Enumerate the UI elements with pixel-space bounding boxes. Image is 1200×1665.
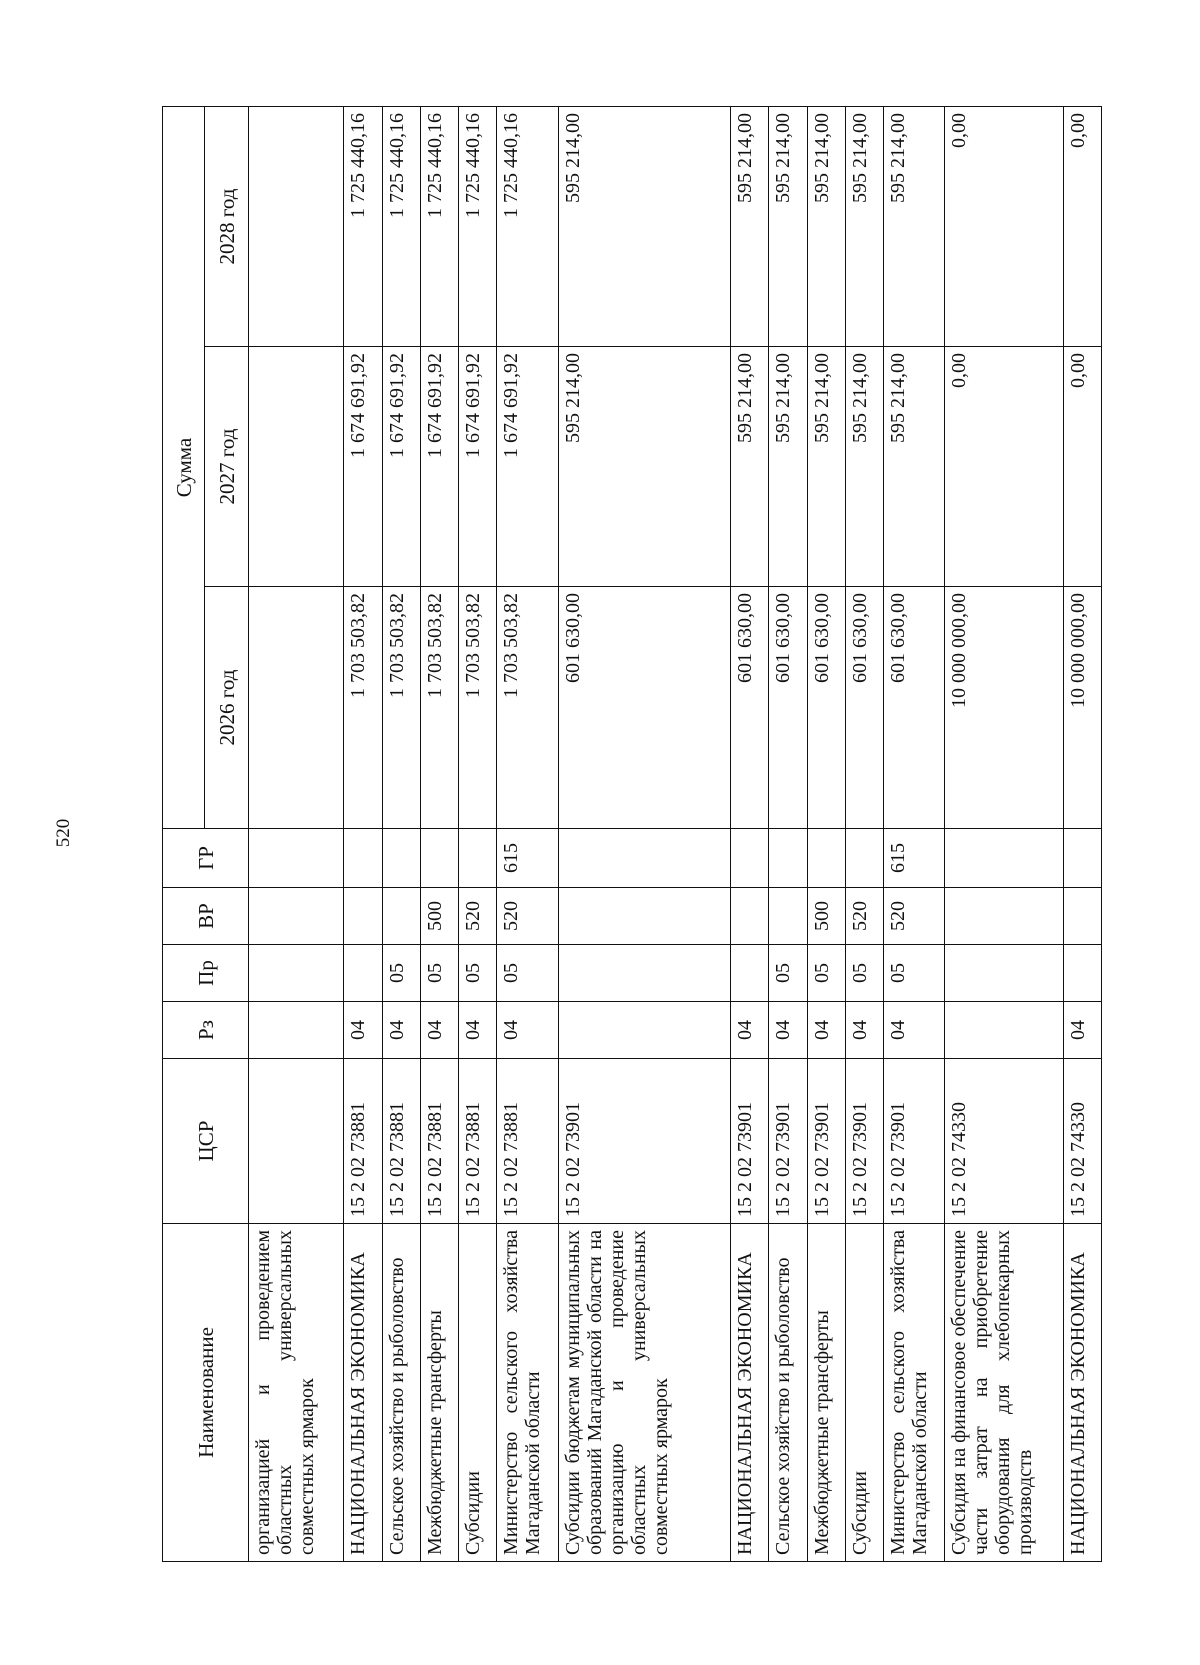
row-csr: 15 2 02 73901 — [731, 1059, 769, 1224]
row-sum-2028: 595 214,00 — [883, 107, 945, 347]
row-gr — [945, 829, 1064, 888]
row-gr — [383, 829, 421, 888]
row-pr — [249, 945, 344, 1002]
row-sum-2026: 1 703 503,82 — [497, 587, 559, 829]
row-vr: 500 — [421, 888, 459, 945]
row-sum-2027: 595 214,00 — [845, 347, 883, 587]
row-pr — [1063, 945, 1101, 1002]
row-sum-2028: 1 725 440,16 — [459, 107, 497, 347]
row-pr: 05 — [883, 945, 945, 1002]
row-vr: 520 — [497, 888, 559, 945]
row-name: Сельское хозяйство и рыболовство — [769, 1224, 807, 1562]
row-sum-2027: 595 214,00 — [559, 347, 731, 587]
row-sum-2028: 595 214,00 — [845, 107, 883, 347]
table-header — [163, 107, 249, 1562]
row-vr — [1063, 888, 1101, 945]
row-name: Межбюджетные трансферты — [807, 1224, 845, 1562]
row-sum-2028: 1 725 440,16 — [383, 107, 421, 347]
row-sum-2028: 1 725 440,16 — [421, 107, 459, 347]
row-name: Министерство сельского хозяйства Магаданской области — [497, 1224, 559, 1562]
table-row — [945, 107, 1064, 1562]
table-row — [497, 107, 559, 1562]
row-rz: 04 — [383, 1002, 421, 1059]
row-gr — [344, 829, 383, 888]
row-csr: 15 2 02 73881 — [383, 1059, 421, 1224]
table-row — [249, 107, 344, 1562]
row-csr: 15 2 02 73881 — [421, 1059, 459, 1224]
header-csr: ЦСР — [163, 1059, 249, 1224]
table-row — [1063, 107, 1101, 1562]
row-vr — [344, 888, 383, 945]
row-csr: 15 2 02 73881 — [497, 1059, 559, 1224]
row-pr: 05 — [807, 945, 845, 1002]
row-vr — [731, 888, 769, 945]
row-sum-2027: 595 214,00 — [769, 347, 807, 587]
row-sum-2026: 1 703 503,82 — [344, 587, 383, 829]
table-row — [459, 107, 497, 1562]
row-rz: 04 — [497, 1002, 559, 1059]
table-row — [769, 107, 807, 1562]
header-sum: Сумма — [163, 107, 205, 829]
row-vr — [249, 888, 344, 945]
row-sum-2026: 1 703 503,82 — [459, 587, 497, 829]
row-sum-2027: 1 674 691,92 — [421, 347, 459, 587]
row-gr — [1063, 829, 1101, 888]
row-pr — [344, 945, 383, 1002]
row-pr — [731, 945, 769, 1002]
row-rz: 04 — [344, 1002, 383, 1059]
row-name: Субсидии — [845, 1224, 883, 1562]
row-sum-2027: 595 214,00 — [807, 347, 845, 587]
row-gr: 615 — [883, 829, 945, 888]
row-pr: 05 — [459, 945, 497, 1002]
row-sum-2026: 601 630,00 — [731, 587, 769, 829]
row-csr: 15 2 02 73901 — [845, 1059, 883, 1224]
row-vr — [559, 888, 731, 945]
row-csr — [249, 1059, 344, 1224]
table-row — [845, 107, 883, 1562]
row-pr — [945, 945, 1064, 1002]
row-vr — [383, 888, 421, 945]
table-row — [559, 107, 731, 1562]
row-gr — [459, 829, 497, 888]
row-name: Субсидия на финансовое обеспечение части затрат на приобретение оборудования для хлебопекарных производств — [945, 1224, 1064, 1562]
row-sum-2028 — [249, 107, 344, 347]
rotated-table-wrapper — [162, 107, 1102, 1562]
row-gr — [731, 829, 769, 888]
row-csr: 15 2 02 74330 — [945, 1059, 1064, 1224]
row-sum-2026: 10 000 000,00 — [945, 587, 1064, 829]
row-sum-2028: 595 214,00 — [731, 107, 769, 347]
row-sum-2026: 1 703 503,82 — [421, 587, 459, 829]
row-sum-2026: 601 630,00 — [769, 587, 807, 829]
header-2026: 2026 год — [205, 587, 249, 829]
table-row — [421, 107, 459, 1562]
row-vr — [945, 888, 1064, 945]
row-sum-2028: 1 725 440,16 — [344, 107, 383, 347]
table-row — [383, 107, 421, 1562]
row-sum-2027: 1 674 691,92 — [459, 347, 497, 587]
row-name: НАЦИОНАЛЬНАЯ ЭКОНОМИКА — [731, 1224, 769, 1562]
row-sum-2027: 1 674 691,92 — [497, 347, 559, 587]
table-row — [883, 107, 945, 1562]
row-sum-2027: 595 214,00 — [731, 347, 769, 587]
page-number: 520 — [53, 818, 74, 848]
row-name: Субсидии бюджетам муниципальных образований Магаданской области на организацию и проведение областных универсальных совместных ярмарок — [559, 1224, 731, 1562]
row-vr: 520 — [845, 888, 883, 945]
row-vr: 520 — [459, 888, 497, 945]
row-csr: 15 2 02 73901 — [807, 1059, 845, 1224]
row-rz — [945, 1002, 1064, 1059]
row-csr: 15 2 02 73901 — [883, 1059, 945, 1224]
header-2027: 2027 год — [205, 347, 249, 587]
row-gr — [249, 829, 344, 888]
row-csr: 15 2 02 73881 — [459, 1059, 497, 1224]
row-rz — [249, 1002, 344, 1059]
row-sum-2028: 595 214,00 — [807, 107, 845, 347]
row-rz: 04 — [731, 1002, 769, 1059]
budget-table — [162, 106, 1102, 1562]
row-name: НАЦИОНАЛЬНАЯ ЭКОНОМИКА — [344, 1224, 383, 1562]
row-name: Министерство сельского хозяйства Магаданской области — [883, 1224, 945, 1562]
row-name: Субсидии — [459, 1224, 497, 1562]
row-sum-2027: 0,00 — [945, 347, 1064, 587]
table-row — [731, 107, 769, 1562]
row-vr: 500 — [807, 888, 845, 945]
row-sum-2028: 0,00 — [945, 107, 1064, 347]
row-rz: 04 — [807, 1002, 845, 1059]
table-body — [249, 107, 1102, 1562]
row-sum-2027: 0,00 — [1063, 347, 1101, 587]
row-sum-2028: 595 214,00 — [559, 107, 731, 347]
row-gr: 615 — [497, 829, 559, 888]
row-gr — [807, 829, 845, 888]
row-rz: 04 — [459, 1002, 497, 1059]
row-sum-2026: 601 630,00 — [807, 587, 845, 829]
row-sum-2026: 1 703 503,82 — [383, 587, 421, 829]
row-pr: 05 — [845, 945, 883, 1002]
row-gr — [845, 829, 883, 888]
row-csr: 15 2 02 73881 — [344, 1059, 383, 1224]
row-sum-2028: 1 725 440,16 — [497, 107, 559, 347]
row-csr: 15 2 02 73901 — [769, 1059, 807, 1224]
row-sum-2026 — [249, 587, 344, 829]
row-sum-2026: 601 630,00 — [559, 587, 731, 829]
header-vr: ВР — [163, 888, 249, 945]
row-sum-2026: 10 000 000,00 — [1063, 587, 1101, 829]
row-rz: 04 — [769, 1002, 807, 1059]
header-name: Наименование — [163, 1224, 249, 1562]
row-vr — [769, 888, 807, 945]
row-pr — [559, 945, 731, 1002]
row-name: НАЦИОНАЛЬНАЯ ЭКОНОМИКА — [1063, 1224, 1101, 1562]
row-gr — [421, 829, 459, 888]
row-pr: 05 — [497, 945, 559, 1002]
row-rz: 04 — [845, 1002, 883, 1059]
row-csr: 15 2 02 74330 — [1063, 1059, 1101, 1224]
row-name: организацией и проведением областных универсальных совместных ярмарок — [249, 1224, 344, 1562]
row-sum-2028: 0,00 — [1063, 107, 1101, 347]
row-csr: 15 2 02 73901 — [559, 1059, 731, 1224]
header-rz: Рз — [163, 1002, 249, 1059]
row-vr: 520 — [883, 888, 945, 945]
row-rz: 04 — [1063, 1002, 1101, 1059]
row-sum-2026: 601 630,00 — [883, 587, 945, 829]
row-sum-2027: 595 214,00 — [883, 347, 945, 587]
row-pr: 05 — [383, 945, 421, 1002]
row-gr — [769, 829, 807, 888]
row-sum-2028: 595 214,00 — [769, 107, 807, 347]
row-sum-2027: 1 674 691,92 — [383, 347, 421, 587]
row-name: Межбюджетные трансферты — [421, 1224, 459, 1562]
row-rz: 04 — [421, 1002, 459, 1059]
row-rz — [559, 1002, 731, 1059]
row-sum-2027 — [249, 347, 344, 587]
row-rz: 04 — [883, 1002, 945, 1059]
table-row — [344, 107, 383, 1562]
row-sum-2027: 1 674 691,92 — [344, 347, 383, 587]
table-row — [807, 107, 845, 1562]
row-name: Сельское хозяйство и рыболовство — [383, 1224, 421, 1562]
row-pr: 05 — [769, 945, 807, 1002]
header-2028: 2028 год — [205, 107, 249, 347]
row-gr — [559, 829, 731, 888]
row-sum-2026: 601 630,00 — [845, 587, 883, 829]
header-pr: Пр — [163, 945, 249, 1002]
row-pr: 05 — [421, 945, 459, 1002]
header-gr: ГР — [163, 829, 249, 888]
